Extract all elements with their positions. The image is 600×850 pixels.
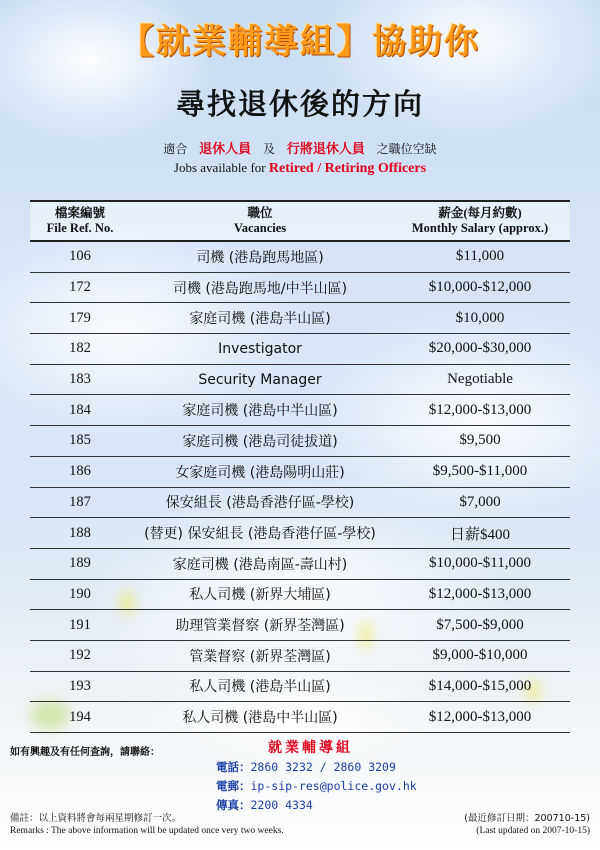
vacancy-cell: 管業督察 (新界荃灣區) — [189, 648, 331, 665]
last-updated-en: (Last updated on 2007-10-15) — [476, 826, 590, 836]
table-row — [30, 457, 570, 488]
table-row — [30, 702, 570, 733]
salary-cell: $20,000-$30,000 — [428, 340, 532, 357]
audience-suffix: 之職位空缺 — [376, 142, 437, 156]
table-row — [30, 365, 570, 396]
ref-cell: 190 — [69, 585, 91, 602]
audience-line-en — [0, 160, 600, 177]
vacancy-table — [30, 200, 570, 733]
header-salary — [390, 202, 570, 240]
vacancy-cell: 私人司機 (港島半山區) — [189, 679, 331, 696]
table-row — [30, 303, 570, 334]
contact-phone-line — [216, 758, 417, 777]
salary-cell: $11,000 — [455, 248, 505, 265]
header-en: File Ref. No. — [46, 221, 114, 235]
vacancy-cell: 助理管業督察 (新界荃灣區) — [175, 618, 345, 635]
vacancy-cell: 私人司機 (新界大埔區) — [189, 587, 331, 604]
vacancy-cell: Investigator — [218, 340, 302, 357]
audience-and: 及 — [262, 142, 275, 156]
vacancy-cell: 女家庭司機 (港島陽明山莊) — [175, 464, 345, 481]
audience-retired: 退休人員 — [199, 142, 252, 157]
ref-cell: 172 — [69, 279, 91, 296]
contact-details — [216, 758, 417, 815]
salary-cell: $7,000 — [459, 493, 501, 510]
salary-cell: $14,000-$15,000 — [428, 677, 532, 694]
email-link[interactable]: ip-sip-res@police.gov.hk — [250, 779, 417, 793]
header-cn: 職位 — [247, 206, 273, 220]
table-header — [30, 200, 570, 242]
salary-cell: $12,000-$13,000 — [428, 585, 532, 602]
ref-cell: 183 — [69, 371, 91, 388]
ref-cell: 106 — [69, 248, 91, 265]
vacancy-cell: 私人司機 (港島中半山區) — [182, 710, 338, 727]
contact-email-line — [216, 777, 417, 796]
ref-cell: 189 — [69, 555, 91, 572]
ref-cell: 186 — [69, 463, 91, 480]
table-row — [30, 580, 570, 611]
ref-cell: 179 — [69, 309, 91, 326]
ref-cell: 188 — [69, 524, 91, 541]
header-cn: 薪金(每月約數) — [438, 206, 522, 220]
vacancy-cell: 家庭司機 (港島司徒拔道) — [182, 433, 338, 450]
ref-cell: 187 — [69, 493, 91, 510]
header-cn: 檔案編號 — [54, 206, 105, 220]
ref-cell: 182 — [69, 340, 91, 357]
audience-retiring: 行將退休人員 — [286, 142, 365, 157]
phone-label: 電話： — [216, 760, 251, 774]
remark-en: Remarks : The above information will be updated once very two weeks. — [10, 826, 284, 836]
vacancy-cell: Security Manager — [198, 371, 322, 388]
table-row — [30, 549, 570, 580]
table-row — [30, 395, 570, 426]
vacancy-cell: 保安組長 (港島香港仔區-學校) — [165, 495, 355, 512]
ref-cell: 185 — [69, 432, 91, 449]
salary-cell: $10,000-$11,000 — [429, 555, 531, 572]
vacancy-cell: 司機 (港島跑馬地/中半山區) — [172, 280, 348, 297]
salary-cell: $12,000-$13,000 — [428, 401, 532, 418]
header-en: Monthly Salary (approx.) — [411, 221, 549, 235]
salary-cell: $9,000-$10,000 — [432, 647, 528, 664]
header-vacancies — [130, 202, 390, 240]
table-row — [30, 488, 570, 519]
table-row — [30, 518, 570, 549]
salary-cell: $9,500-$11,000 — [432, 463, 528, 480]
salary-cell: $10,000 — [455, 309, 505, 326]
ref-cell: 193 — [69, 677, 91, 694]
table-row — [30, 242, 570, 273]
contact-fax-line — [216, 796, 417, 815]
table-row — [30, 610, 570, 641]
table-row — [30, 273, 570, 304]
table-row — [30, 426, 570, 457]
fax-number: 2200 4334 — [250, 798, 313, 812]
contact-lead: 如有興趣及有任何查詢，請聯絡： — [10, 747, 160, 758]
audience-en-target: Retired / Retiring Officers — [268, 161, 427, 176]
vacancy-cell: 家庭司機 (港島半山區) — [189, 311, 331, 328]
table-row — [30, 334, 570, 365]
audience-prefix: 適合 — [163, 142, 188, 156]
audience-en-prefix: Jobs available for — [173, 160, 266, 175]
ref-cell: 184 — [69, 401, 91, 418]
ref-cell: 191 — [69, 616, 91, 633]
last-updated-cn: (最近修訂日期：200710-15) — [464, 813, 590, 824]
ref-cell: 194 — [69, 708, 91, 725]
vacancy-cell: 司機 (港島跑馬地區) — [196, 249, 324, 266]
header-en: Vacancies — [233, 221, 287, 235]
salary-cell: $10,000-$12,000 — [428, 279, 532, 296]
table-row — [30, 672, 570, 703]
contact-org: 就業輔導組 — [268, 740, 353, 756]
table-row — [30, 641, 570, 672]
page-title: 【就業輔導組】協助你 — [120, 22, 480, 62]
salary-cell: $7,500-$9,000 — [436, 616, 524, 633]
ref-cell: 192 — [69, 647, 91, 664]
salary-cell: 日薪$400 — [449, 526, 510, 543]
audience-line-cn — [0, 138, 600, 157]
vacancy-cell: 家庭司機 (港島南區-壽山村) — [172, 556, 348, 573]
email-label: 電郵： — [216, 779, 251, 793]
salary-cell: $12,000-$13,000 — [428, 708, 532, 725]
vacancy-cell: (替更) 保安組長 (港島香港仔區-學校) — [144, 526, 376, 543]
header-file-ref — [30, 202, 130, 240]
page-subtitle: 尋找退休後的方向 — [175, 87, 424, 121]
vacancy-cell: 家庭司機 (港島中半山區) — [182, 403, 338, 420]
salary-cell: Negotiable — [447, 371, 513, 388]
fax-label: 傳真： — [216, 798, 251, 812]
phone-number[interactable]: 2860 3232 / 2860 3209 — [250, 760, 396, 774]
salary-cell: $9,500 — [459, 432, 501, 449]
remark-cn: 備註：以上資料將會每兩星期修訂一次。 — [10, 813, 182, 824]
